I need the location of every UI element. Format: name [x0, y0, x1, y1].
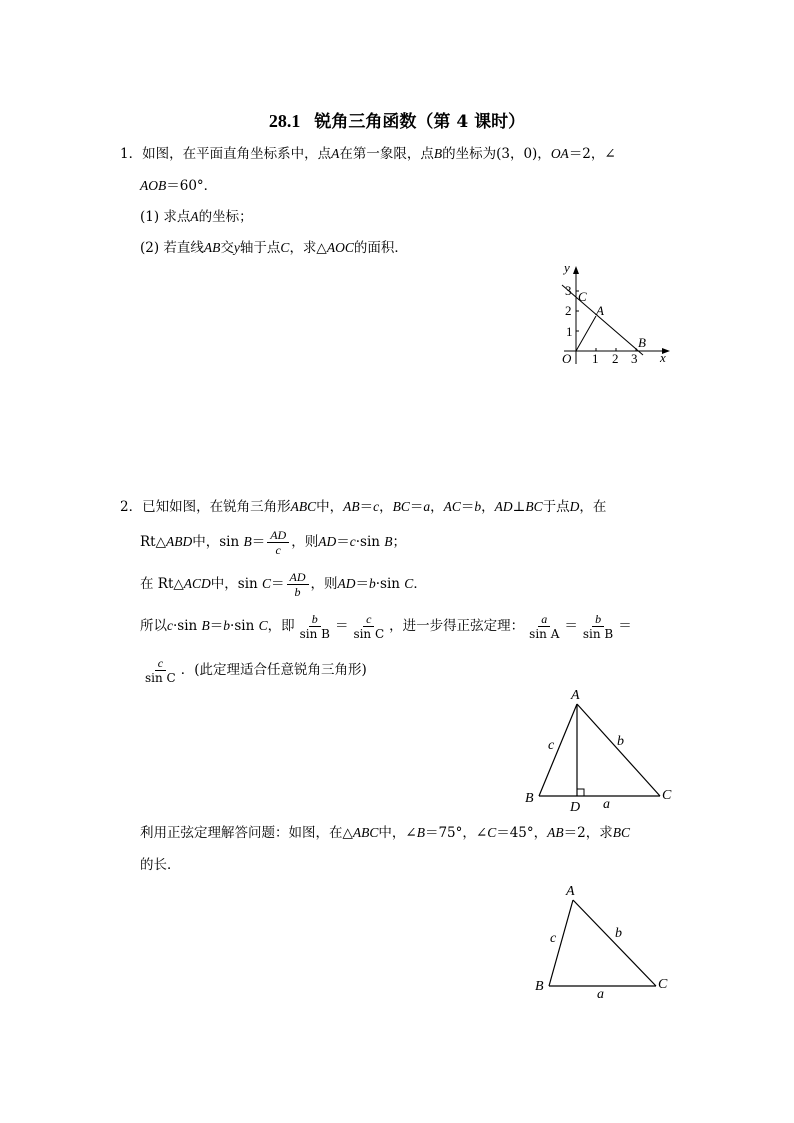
task-text: 的长． [140, 857, 181, 873]
q1-text: 轴于点 [239, 240, 281, 256]
var: c [167, 618, 173, 633]
task-line2 [140, 856, 181, 874]
var: A [190, 209, 199, 224]
q2-text: ·sin [173, 618, 202, 634]
q2-text: ＝ [618, 618, 632, 634]
var: AOB [140, 178, 167, 193]
var: AB [343, 499, 360, 514]
var: AD [318, 534, 337, 549]
var: AD [494, 499, 513, 514]
fraction [580, 612, 616, 641]
q2-text: ，进一步得正弦定理： [389, 618, 525, 634]
label-side-a: a [603, 797, 610, 812]
var: C [487, 825, 497, 840]
q1-text: 的坐标； [198, 209, 253, 225]
q2-text: ＝ [271, 576, 285, 592]
q1-text: (2) 若直线 [140, 240, 204, 256]
q2-line3 [140, 569, 427, 599]
denominator: sin A [529, 627, 560, 641]
q2-text: ，则 [310, 576, 338, 592]
side-ac [573, 900, 656, 986]
q2-text: ＝ [564, 618, 578, 634]
q2-text: ； [392, 534, 406, 550]
fraction [287, 570, 309, 599]
var: BC [525, 499, 543, 514]
var: A [331, 146, 340, 161]
task-line1 [140, 824, 630, 842]
var: BC [392, 499, 410, 514]
q2-text: 中， [316, 499, 344, 515]
fraction [350, 612, 387, 641]
q2-line4 [140, 611, 632, 641]
fraction [142, 656, 179, 685]
q1-sub2 [140, 239, 408, 257]
var: C [262, 576, 272, 591]
label-side-a: a [597, 987, 604, 1000]
q2-text: ，在 [579, 499, 607, 515]
var: a [423, 499, 431, 514]
var: B [433, 146, 443, 161]
q2-text: 中，sin [210, 576, 262, 592]
q2-text: ，则 [291, 534, 319, 550]
q2-text: 中，sin [192, 534, 244, 550]
var: AOC [326, 240, 354, 255]
title-text: 锐角三角函数（第 4 课时） [314, 112, 526, 132]
label-d: D [570, 800, 581, 815]
q2-text: ·sin [230, 618, 259, 634]
numerator: AD [287, 570, 309, 585]
label-o: O [562, 351, 572, 366]
task-text: ＝75°，∠ [424, 825, 488, 841]
q2-text: ＝ [209, 618, 224, 634]
task-text: ＝45°， [496, 825, 548, 841]
q2-text: ， [430, 499, 444, 515]
q2-text: ＝ [359, 499, 374, 515]
var: B [384, 534, 393, 549]
denominator: c [275, 543, 281, 557]
numerator: b [309, 612, 321, 627]
var: ABD [165, 534, 193, 549]
q1-text: (1) 求点 [140, 209, 191, 225]
var: ABC [352, 825, 379, 840]
label-c: C [658, 977, 668, 992]
coordinate-figure [548, 258, 678, 370]
right-angle-mark [577, 789, 584, 796]
q2-text: ＝ [355, 576, 370, 592]
var: OA [550, 146, 569, 161]
q2-text: ⊥ [512, 499, 526, 515]
label-c: C [662, 788, 672, 803]
label-side-b: b [617, 734, 624, 749]
label-b: B [525, 791, 534, 806]
q1-line2 [140, 177, 217, 195]
label-b: B [535, 979, 544, 994]
q2-line5 [140, 655, 367, 685]
q1-text: 交 [220, 240, 234, 256]
label-y: y [564, 260, 570, 275]
label-b: B [638, 335, 646, 350]
q1-text: 在第一象限，点 [339, 146, 434, 162]
q2-text: Rt△ [140, 534, 166, 550]
numerator: b [592, 612, 604, 627]
denominator: sin B [582, 627, 614, 641]
var: AC [443, 499, 461, 514]
denominator: sin C [353, 627, 385, 641]
var: C [280, 240, 290, 255]
var: C [404, 576, 414, 591]
var: b [474, 499, 482, 514]
var: c [349, 534, 356, 549]
page-title [0, 107, 794, 132]
q2-text: ＝ [460, 499, 475, 515]
var: ACD [183, 576, 211, 591]
side-ac [577, 704, 660, 796]
q2-text: 已知如图，在锐角三角形 [142, 499, 291, 515]
label-side-c: c [550, 931, 557, 946]
q2-text: ＝ [336, 534, 350, 550]
q1-text: ＝60°． [166, 178, 218, 194]
var: AB [203, 240, 221, 255]
q2-number: 2． [120, 499, 143, 515]
tick-label-x3: 3 [631, 351, 638, 366]
q1-text: ，求△ [289, 240, 327, 256]
q2-text: ·sin [375, 576, 405, 592]
triangle-figure [530, 880, 680, 1000]
q1-text: ＝2，∠ [568, 146, 616, 162]
triangle-altitude-figure [520, 685, 680, 815]
q2-text: ， [481, 499, 495, 515]
denominator: sin B [299, 627, 330, 641]
label-x: x [660, 350, 666, 365]
fraction [526, 612, 562, 641]
tick-label-x2: 2 [612, 351, 619, 366]
var: AD [337, 576, 356, 591]
var: AB [547, 825, 564, 840]
q2-text: ＝ [409, 499, 424, 515]
numerator: c [363, 612, 374, 627]
var: BC [612, 825, 631, 840]
q1-text: 的面积． [353, 240, 408, 256]
tick-label-y2: 2 [565, 303, 572, 318]
task-text: ＝2，求 [563, 825, 613, 841]
q2-text: ＝ [251, 534, 266, 550]
q2-text: ·sin [355, 534, 385, 550]
numerator: c [155, 656, 166, 671]
q2-line2 [140, 527, 406, 557]
label-a: A [596, 303, 604, 318]
label-a: A [571, 688, 580, 703]
q2-text: ＝ [334, 618, 349, 634]
q1-text: 如图，在平面直角坐标系中，点 [142, 146, 332, 162]
q2-text: ． [413, 576, 427, 592]
fraction [267, 528, 289, 557]
segment-oa [576, 316, 596, 351]
label-a: A [566, 884, 575, 899]
var: b [223, 618, 231, 633]
numerator: AD [267, 528, 289, 543]
side-ab [539, 704, 577, 796]
tick-label-y3: 3 [565, 283, 572, 298]
q2-text: ， [379, 499, 393, 515]
task-text: 利用正弦定理解答问题：如图，在△ [140, 825, 353, 841]
task-text: 中，∠ [378, 825, 417, 841]
var: ABC [290, 499, 317, 514]
q1-line1 [120, 145, 616, 163]
line-ab [562, 285, 643, 355]
var: y [233, 240, 240, 255]
fraction [297, 612, 333, 641]
label-c: C [578, 289, 587, 304]
denominator: sin C [145, 671, 176, 685]
label-side-b: b [615, 926, 622, 941]
tick-label-x1: 1 [592, 351, 599, 366]
var: b [369, 576, 376, 591]
var: c [373, 499, 380, 514]
var: C [258, 618, 268, 633]
numerator: a [538, 612, 550, 627]
q2-text: 所以 [140, 618, 167, 634]
q2-text: ，即 [267, 618, 295, 634]
q1-text: 的坐标为(3，0)， [442, 146, 551, 162]
q2-line1 [120, 498, 606, 516]
q1-number: 1． [120, 146, 143, 162]
q1-sub1 [140, 208, 253, 226]
q2-text: 于点 [542, 499, 570, 515]
q2-text: 在 Rt△ [140, 576, 184, 592]
var: D [569, 499, 580, 514]
var: B [243, 534, 252, 549]
var: B [201, 618, 210, 633]
denominator: b [294, 585, 301, 599]
q2-text: ．(此定理适合任意锐角三角形) [180, 662, 367, 678]
var: B [416, 825, 425, 840]
section-number: 28.1 [268, 111, 301, 131]
y-axis-arrow [573, 266, 579, 274]
tick-label-y1: 1 [566, 324, 573, 339]
label-side-c: c [548, 738, 555, 753]
